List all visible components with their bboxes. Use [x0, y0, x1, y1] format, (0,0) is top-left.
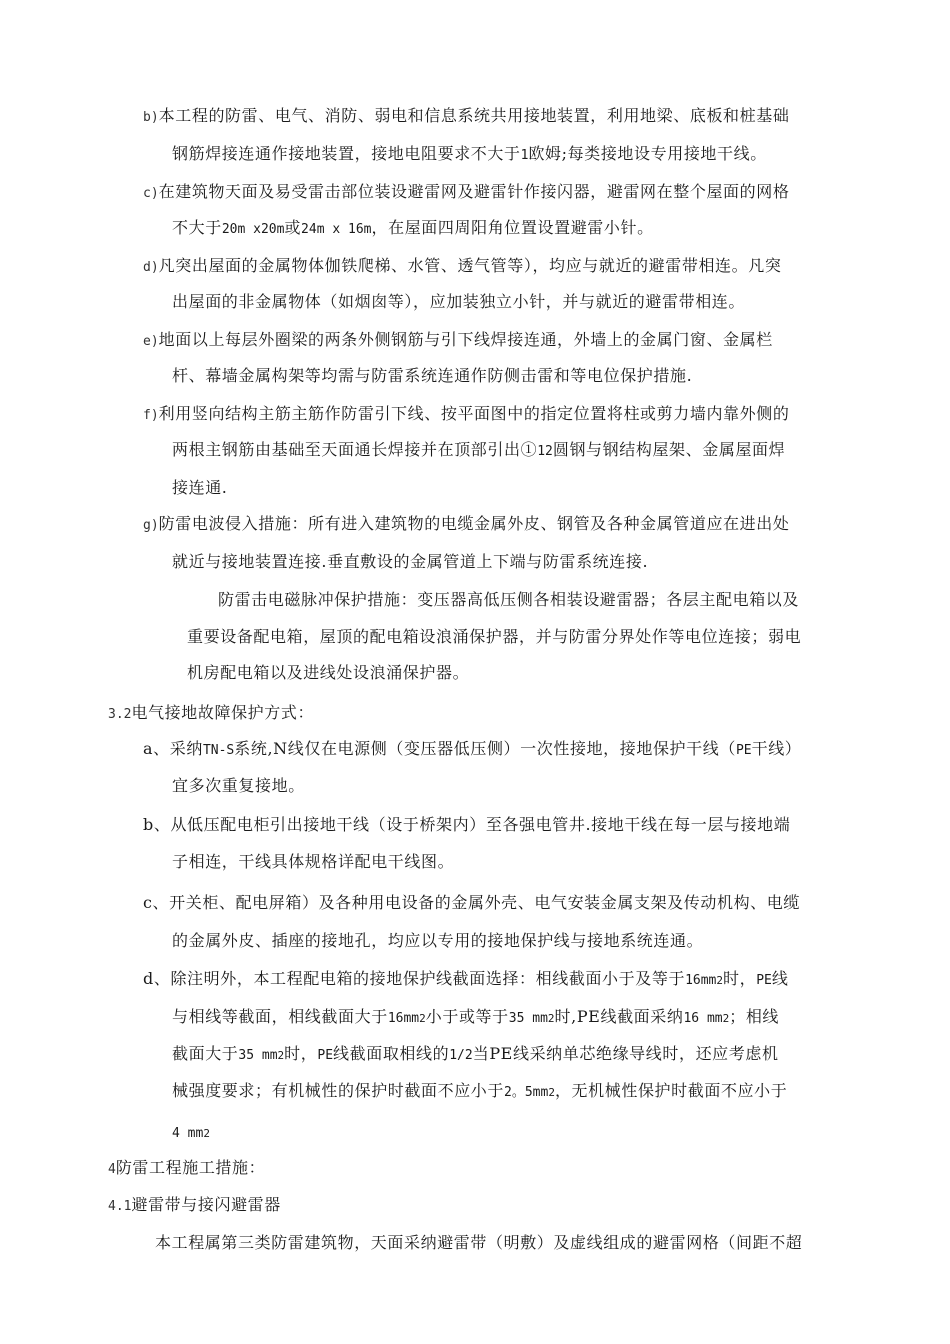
item-f-rod-size: 12 — [537, 444, 553, 459]
s32-d-line5 — [172, 1121, 210, 1145]
section-3-2-number: 3.2 — [108, 707, 132, 722]
item-d-text-1: 凡突出屋面的金属物体伽铁爬梯、水管、透气管等），均应与就近的避雷带相连。凡突 — [158, 256, 782, 275]
section-3-2-heading — [108, 702, 314, 726]
item-e-text-1: 地面以上每层外圈梁的两条外侧钢筋与引下线焊接连通，外墙上的金属门窗、金属栏 — [158, 330, 773, 349]
item-c-grid-size-2: 24m x 16m — [301, 222, 372, 237]
s32-d-size-16: 16mm — [685, 973, 717, 988]
s32-d-sup-3: 2 — [547, 1012, 555, 1025]
section-4-1-title: 避雷带与接闪避雷器 — [131, 1195, 281, 1214]
item-e-label: e) — [143, 334, 159, 349]
item-g-text-2: 就近与接地装置连接.垂直敷设的金属管道上下端与防雷系统连接. — [172, 552, 649, 571]
s32-d-text-3b: 时， — [284, 1044, 318, 1063]
s32-b-label: b、 — [143, 815, 171, 834]
s32-c-text-2: 的金属外皮、插座的接地孔，均应以专用的接地保护线与接地系统连通。 — [172, 931, 704, 950]
item-f-text-3: 接连通. — [172, 478, 228, 497]
item-f-text-2b: 圆钢与钢结构屋架、金属屋面焊 — [552, 440, 786, 459]
item-e-text-2: 杆、幕墙金属构架等均需与防雷系统连通作防侧击雷和等电位保护措施. — [172, 366, 693, 385]
section-4-1-heading — [108, 1194, 281, 1218]
s32-d-line3 — [172, 1043, 779, 1067]
s32-d-pe-2: PE — [317, 1048, 334, 1063]
surge-line2 — [187, 626, 801, 648]
s32-b-text-2: 子相连，干线具体规格详配电干线图。 — [172, 852, 455, 871]
s32-d-label: d、 — [143, 969, 171, 988]
s32-b-text-1: 从低压配电柜引出接地干线（设于桥架内）至各强电管井.接地干线在每一层与接地端 — [170, 815, 791, 834]
item-f-line3 — [172, 477, 228, 499]
s32-d-text-2a: 与相线等截面，相线截面大于 — [172, 1007, 388, 1026]
surge-text-2: 重要设备配电箱，屋顶的配电箱设浪涌保护器，并与防雷分界处作等电位连接；弱电 — [187, 627, 802, 646]
item-d-label: d) — [143, 260, 159, 275]
item-c-text-2a: 不大于 — [172, 218, 222, 237]
s32-a-text-1b: 系统,N线仅在电源侧（变压器低压侧）一次性接地，接地保护干线（ — [234, 739, 736, 758]
item-b-ohm-value: 1 — [520, 148, 529, 163]
s32-d-text-1b: 时， — [723, 969, 757, 988]
section-4-number: 4 — [108, 1162, 116, 1177]
s32-d-pe-1: PE — [756, 973, 772, 988]
item-c-label: c) — [143, 186, 159, 201]
s32-d-text-2b: 小于或等于 — [425, 1007, 509, 1026]
s32-d-sup-5: 2 — [277, 1049, 285, 1062]
s32-b-line2 — [172, 851, 454, 873]
s32-c-text-1: 开关柜、配电屏箱）及各种用电设备的金属外壳、电气安装金属支架及传动机构、电缆 — [169, 893, 800, 912]
section-4-heading — [108, 1157, 265, 1181]
item-c-line2 — [172, 217, 654, 241]
s32-d-text-1a: 除注明外，本工程配电箱的接地保护线截面选择：相线截面小于及等于 — [170, 969, 686, 988]
s32-d-text-4a: 械强度要求；有机械性的保护时截面不应小于 — [172, 1081, 505, 1100]
section-4-1-number: 4.1 — [108, 1199, 132, 1214]
item-g-line1 — [143, 513, 789, 537]
s32-d-text-3a: 截面大于 — [172, 1044, 239, 1063]
item-b-line1 — [143, 105, 789, 129]
s32-d-line2 — [172, 1006, 779, 1030]
item-d-text-2: 出屋面的非金属物体（如烟囱等），应加装独立小针，并与就近的避雷带相连。 — [172, 292, 746, 311]
s32-a-line1 — [143, 738, 801, 762]
surge-line3 — [187, 662, 469, 684]
s32-d-text-2d: ；相线 — [729, 1007, 780, 1026]
item-c-text-2c: ，在屋面四周阳角位置设置避雷小针。 — [371, 218, 654, 237]
item-e-line1 — [143, 329, 773, 353]
item-c-line1 — [143, 181, 789, 205]
s32-d-sup-4: 2 — [722, 1012, 730, 1025]
item-c-text-2b: 或 — [284, 218, 302, 237]
s32-d-sup-6: 2 — [548, 1086, 555, 1099]
item-e-line2 — [172, 365, 692, 387]
item-c-text-1: 在建筑物天面及易受雷击部位装设避雷网及避雷针作接闪器，避雷网在整个屋面的网格 — [158, 182, 790, 201]
item-b-text-2b: 欧姆;每类接地设专用接地干线。 — [528, 144, 767, 163]
s32-d-sup-2: 2 — [419, 1012, 426, 1025]
s32-d-text-1c: 线 — [771, 969, 789, 988]
s32-d-size-35: 35 mm — [508, 1011, 548, 1026]
s32-d-size-35b: 35 mm — [238, 1048, 278, 1063]
s32-d-text-3c: 线截面取相线的 — [333, 1044, 450, 1063]
s32-a-text-1c: 干线） — [751, 739, 802, 758]
surge-text-3: 机房配电箱以及进线处设浪涌保护器。 — [187, 663, 470, 682]
s32-d-sup-7: 2 — [203, 1127, 210, 1140]
item-f-label: f) — [143, 408, 159, 423]
item-g-line2 — [172, 551, 648, 573]
s32-a-text-2: 宜多次重复接地。 — [172, 776, 305, 795]
section-4-title: 防雷工程施工措施： — [115, 1158, 266, 1177]
s32-c-line2 — [172, 930, 703, 952]
s32-d-size-4: 4 mm — [172, 1126, 204, 1141]
s32-b-line1 — [143, 814, 790, 836]
s32-d-text-4b: ，无机械性保护时截面不应小于 — [554, 1081, 788, 1100]
item-b-text-1: 本工程的防雷、电气、消防、弱电和信息系统共用接地装置，利用地梁、底板和桩基础 — [158, 106, 790, 125]
s32-c-line1 — [143, 892, 800, 914]
section-3-2-title: 电气接地故障保护方式： — [131, 703, 315, 722]
item-d-line1 — [143, 255, 781, 279]
s32-c-label: c、 — [143, 893, 170, 912]
s32-a-line2 — [172, 775, 305, 797]
item-g-text-1: 防雷电波侵入措施：所有进入建筑物的电缆金属外皮、钢管及各种金属管道应在进出处 — [158, 514, 790, 533]
s32-d-size-16b: 16mm — [387, 1011, 420, 1026]
item-f-line1 — [143, 403, 789, 427]
item-d-line2 — [172, 291, 745, 313]
s32-a-text-1a: 采纳 — [169, 739, 203, 758]
s41-para1-line1 — [155, 1232, 802, 1254]
s32-d-line1 — [143, 968, 788, 992]
item-b-line2 — [172, 143, 767, 167]
s32-a-pe: PE — [735, 743, 752, 758]
item-c-grid-size-1: 20m x20m — [221, 222, 285, 237]
s32-a-label: a、 — [143, 739, 170, 758]
item-f-text-2a: 两根主钢筋由基础至天面通长焊接并在顶部引出① — [172, 440, 538, 459]
s32-d-text-2c: 时,PE线截面采纳 — [554, 1007, 684, 1026]
item-b-label: b) — [143, 110, 159, 125]
s32-d-size-2-5: 2。5mm — [504, 1085, 549, 1100]
s32-d-sup-1: 2 — [716, 974, 723, 987]
item-f-text-1: 利用竖向结构主筋主筋作防雷引下线、按平面图中的指定位置将柱或剪力墙内靠外侧的 — [158, 404, 790, 423]
s32-d-size-16c: 16 mm — [683, 1011, 723, 1026]
surge-line1 — [218, 589, 799, 611]
item-b-text-2a: 钢筋焊接连通作接地装置，接地电阻要求不大于 — [172, 144, 521, 163]
item-g-label: g) — [143, 518, 159, 533]
surge-text-1: 防雷击电磁脉冲保护措施：变压器高低压侧各相装设避雷器；各层主配电箱以及 — [218, 590, 800, 609]
s32-d-text-3d: 当PE线采纳单芯绝缘导线时，还应考虑机 — [472, 1044, 779, 1063]
s32-a-tns: TN-S — [202, 743, 235, 758]
s32-d-half: 1/2 — [449, 1048, 473, 1063]
s41-para1-text: 本工程属第三类防雷建筑物，天面采纳避雷带（明敷）及虚线组成的避雷网格（间距不超 — [155, 1233, 803, 1252]
s32-d-line4 — [172, 1080, 787, 1104]
item-f-line2 — [172, 439, 785, 463]
